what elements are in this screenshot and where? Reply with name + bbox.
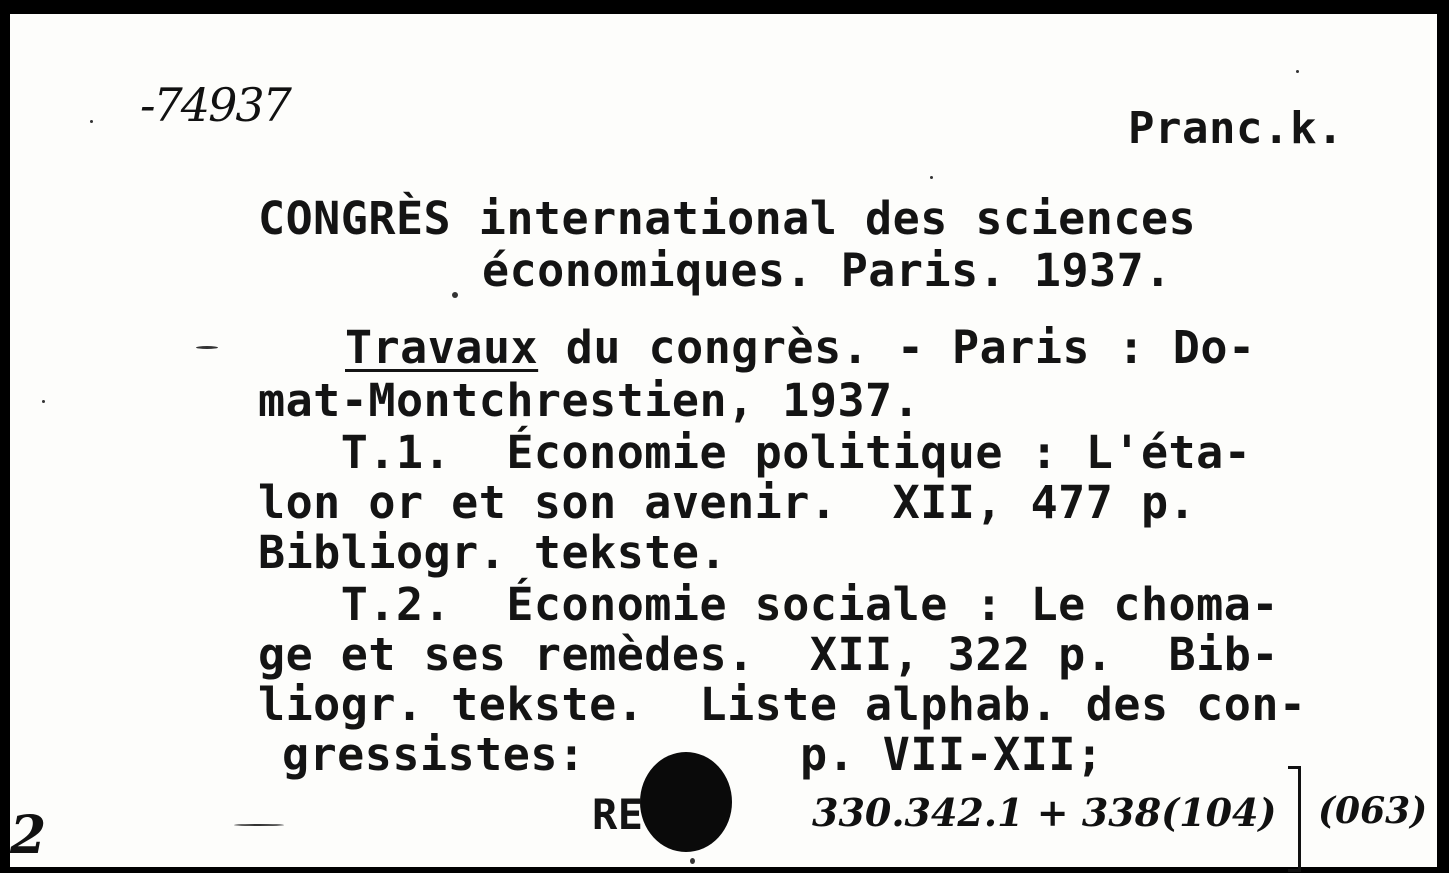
ink-blot [640,752,732,852]
shelf-prefix: RE [592,790,644,839]
margin-mark: 2 [10,805,47,866]
volume-1-line-3: Bibliogr. tekste. [258,526,728,579]
title-line-1 [345,323,1256,373]
accession-number: -74937 [140,78,290,132]
scan-speck [196,346,218,349]
volume-2-line-4a: gressistes: [282,728,586,781]
scan-speck [930,176,933,179]
classification-bracket [1288,766,1301,872]
volume-1-line-2: lon or et son avenir. XII, 477 p. [258,476,1197,529]
scan-border-top [0,0,1449,14]
heading-line-1: CONGRÈS international des sciences [258,192,1197,245]
scan-speck [452,292,458,298]
classification-extra: (063) [1318,790,1428,832]
scan-speck [690,858,695,864]
scan-speck [90,120,93,123]
title-line-1-rest: du congrès. - Paris : Do- [538,321,1256,374]
volume-2-line-3: liogr. tekste. Liste alphab. des con- [258,678,1307,731]
title-word: Travaux [345,321,539,374]
volume-2-line-1: T.2. Économie sociale : Le choma- [258,578,1279,631]
classification-number: 330.342.1 + 338(104) [812,790,1277,835]
scan-border-right [1437,0,1449,873]
volume-2-line-2: ge et ses remèdes. XII, 322 p. Bib- [258,628,1279,681]
scan-speck [1296,70,1299,73]
title-line-2: mat-Montchrestien, 1937. [258,374,921,427]
scan-border-bottom [0,867,1449,873]
volume-1-line-1: T.1. Économie politique : L'éta- [258,426,1252,479]
volume-2-line-4b: p. VII-XII; [800,728,1104,781]
collection-mark: Pranc.k. [1128,103,1344,154]
scan-speck [234,824,284,826]
scan-speck [42,400,45,403]
heading-line-2: économiques. Paris. 1937. [482,244,1172,297]
scan-border-left [0,0,10,873]
